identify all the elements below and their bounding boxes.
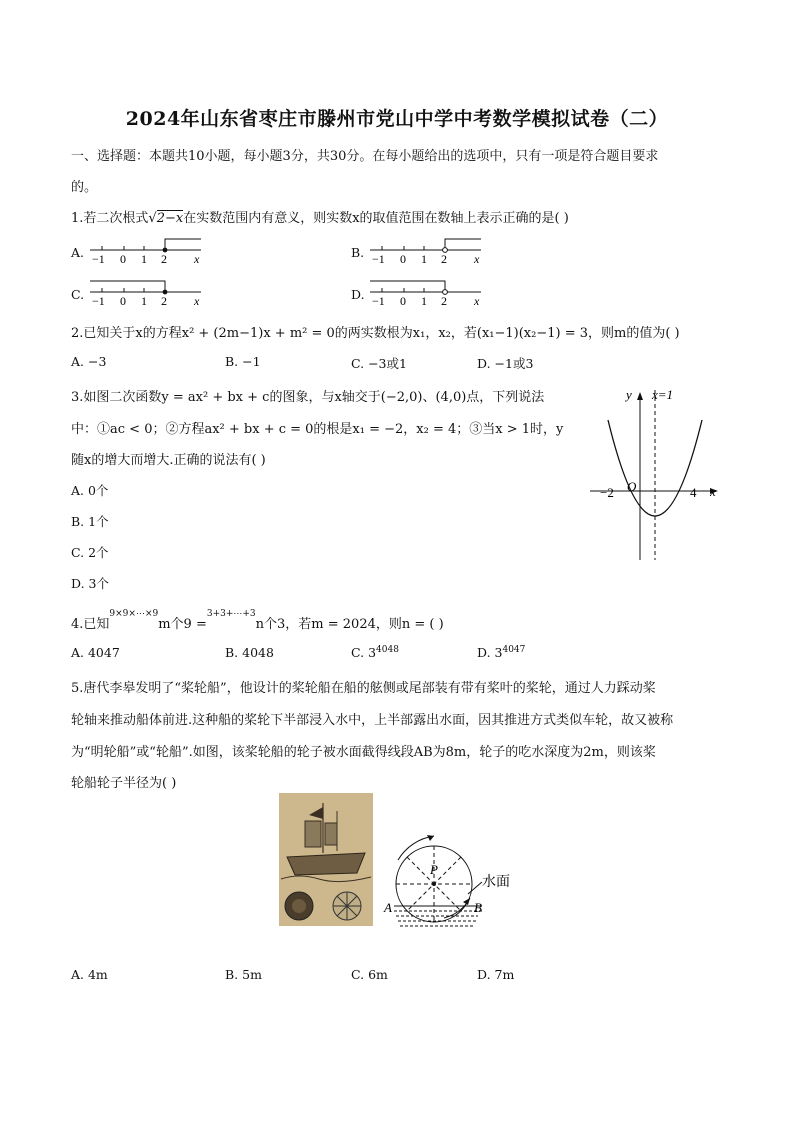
number-line-a (86, 232, 216, 266)
option-3c[interactable]: C. 2个 (71, 545, 109, 560)
tick-2: 2 (161, 294, 167, 308)
tick-neg1: −1 (372, 252, 385, 266)
option-4c-base: C. 3 (351, 645, 377, 661)
question-5-line4: 轮船轮子半径为( ) (71, 776, 177, 791)
paddle-wheel-diagram (378, 818, 528, 938)
axis-of-symmetry-label: x=1 (652, 387, 674, 402)
question-4-power-a: 9×9×⋯×9 (109, 609, 159, 619)
option-1c-label[interactable]: C. (71, 287, 85, 302)
question-4-mid-a: m个9 = (158, 617, 207, 632)
axis-x: x (474, 294, 480, 308)
tick-2: 2 (441, 294, 447, 308)
option-3a[interactable]: A. 0个 (71, 483, 109, 498)
paddle-boat-illustration (279, 793, 373, 926)
tick-neg1: −1 (92, 294, 105, 308)
axis-y-label: y (626, 387, 632, 402)
question-1-suffix: 在实数范围内有意义，则实数x的取值范围在数轴上表示正确的是( ) (183, 211, 569, 226)
section-heading: 一、选择题：本题共10小题，每小题3分，共30分。在每小题给出的选项中，只有一项是符合题目要求 (71, 149, 659, 164)
question-3-line2: 中：①ac < 0；②方程ax² + bx + c = 0的根是x₁ = −2，x₂ = 4；③当x > 1时，y (71, 422, 564, 437)
question-2: 2.已知关于x的方程x² + (2m−1)x + m² = 0的两实数根为x₁，x₂，若(x₁−1)(x₂−1) = 3，则m的值为( ) (71, 326, 680, 341)
root-4-label: 4 (690, 485, 697, 500)
tick-neg1: −1 (92, 252, 105, 266)
option-3b[interactable]: B. 1个 (71, 514, 109, 529)
question-5-line3: 为“明轮船”或“轮船”.如图，该桨轮船的轮子被水面截得线段AB为8m，轮子的吃水深度为2m，则该桨 (71, 745, 656, 760)
axis-x: x (474, 252, 480, 266)
option-4c[interactable] (351, 645, 399, 660)
option-1a-label[interactable]: A. (71, 245, 85, 260)
section-heading-continued: 的。 (71, 180, 98, 195)
water-surface-label: 水面 (482, 875, 510, 890)
option-1b-label[interactable]: B. (351, 245, 365, 260)
question-5-line2: 轮轴来推动船体前进.这种船的桨轮下半部浸入水中，上半部露出水面，因其推进方式类似车轮，故又被称 (71, 713, 674, 728)
option-4d-base: D. 3 (477, 645, 503, 661)
option-3d[interactable]: D. 3个 (71, 576, 109, 591)
question-4-mid-b: n个3，若m = 2024，则n = ( ) (255, 617, 444, 632)
axis-x: x (194, 294, 200, 308)
point-a-label: A (384, 900, 392, 915)
option-1d-label[interactable]: D. (351, 287, 365, 302)
question-4 (71, 609, 444, 632)
option-4d[interactable] (477, 645, 525, 660)
sqrt-radicand: 2−x (156, 211, 184, 226)
option-2a[interactable]: A. −3 (71, 354, 107, 369)
tick-1: 1 (421, 252, 427, 266)
tick-2: 2 (161, 252, 167, 266)
center-p-label: P (430, 862, 438, 877)
question-3-line1: 3.如图二次函数y = ax² + bx + c的图象，与x轴交于(−2,0)、(4,0)点，下列说法 (71, 390, 545, 405)
page-title: 2024年山东省枣庄市滕州市党山中学中考数学模拟试卷（二） (125, 108, 669, 130)
parabola-graph (590, 380, 730, 565)
option-2b[interactable]: B. −1 (225, 354, 261, 369)
option-4a[interactable]: A. 4047 (71, 645, 120, 660)
option-5c[interactable]: C. 6m (351, 967, 388, 982)
number-line-c (86, 274, 216, 308)
option-4d-exponent: 4047 (502, 645, 526, 655)
tick-neg1: −1 (372, 294, 385, 308)
question-1 (71, 207, 569, 226)
question-4-prefix: 4.已知 (71, 617, 110, 632)
tick-1: 1 (421, 294, 427, 308)
tick-0: 0 (120, 294, 126, 308)
root-neg2-label: −2 (600, 485, 614, 500)
tick-0: 0 (400, 252, 406, 266)
option-2c[interactable]: C. −3或1 (351, 356, 407, 371)
tick-1: 1 (141, 294, 147, 308)
question-3-line3: 随x的增大而增大.正确的说法有( ) (71, 453, 266, 468)
tick-0: 0 (400, 294, 406, 308)
tick-1: 1 (141, 252, 147, 266)
number-line-b (366, 232, 496, 266)
option-4c-exponent: 4048 (376, 645, 399, 655)
tick-0: 0 (120, 252, 126, 266)
question-1-prefix: 1.若二次根式 (71, 211, 149, 226)
sqrt-sign: √ (148, 211, 157, 226)
option-2d[interactable]: D. −1或3 (477, 356, 534, 371)
question-4-power-b: 3+3+⋯+3 (206, 609, 256, 619)
axis-x-label: x (710, 484, 716, 499)
option-5b[interactable]: B. 5m (225, 967, 262, 982)
axis-x: x (194, 252, 200, 266)
point-b-label: B (474, 900, 482, 915)
option-4b[interactable]: B. 4048 (225, 645, 274, 660)
origin-label: O (627, 479, 637, 494)
option-5a[interactable]: A. 4m (71, 967, 108, 982)
number-line-d (366, 274, 496, 308)
question-5-line1: 5.唐代李皋发明了“桨轮船”，他设计的桨轮船在船的舷侧或尾部装有带有桨叶的桨轮，通过人力踩动桨 (71, 681, 656, 696)
tick-2: 2 (441, 252, 447, 266)
option-5d[interactable]: D. 7m (477, 967, 515, 982)
paddle-boat-photo (279, 793, 373, 926)
